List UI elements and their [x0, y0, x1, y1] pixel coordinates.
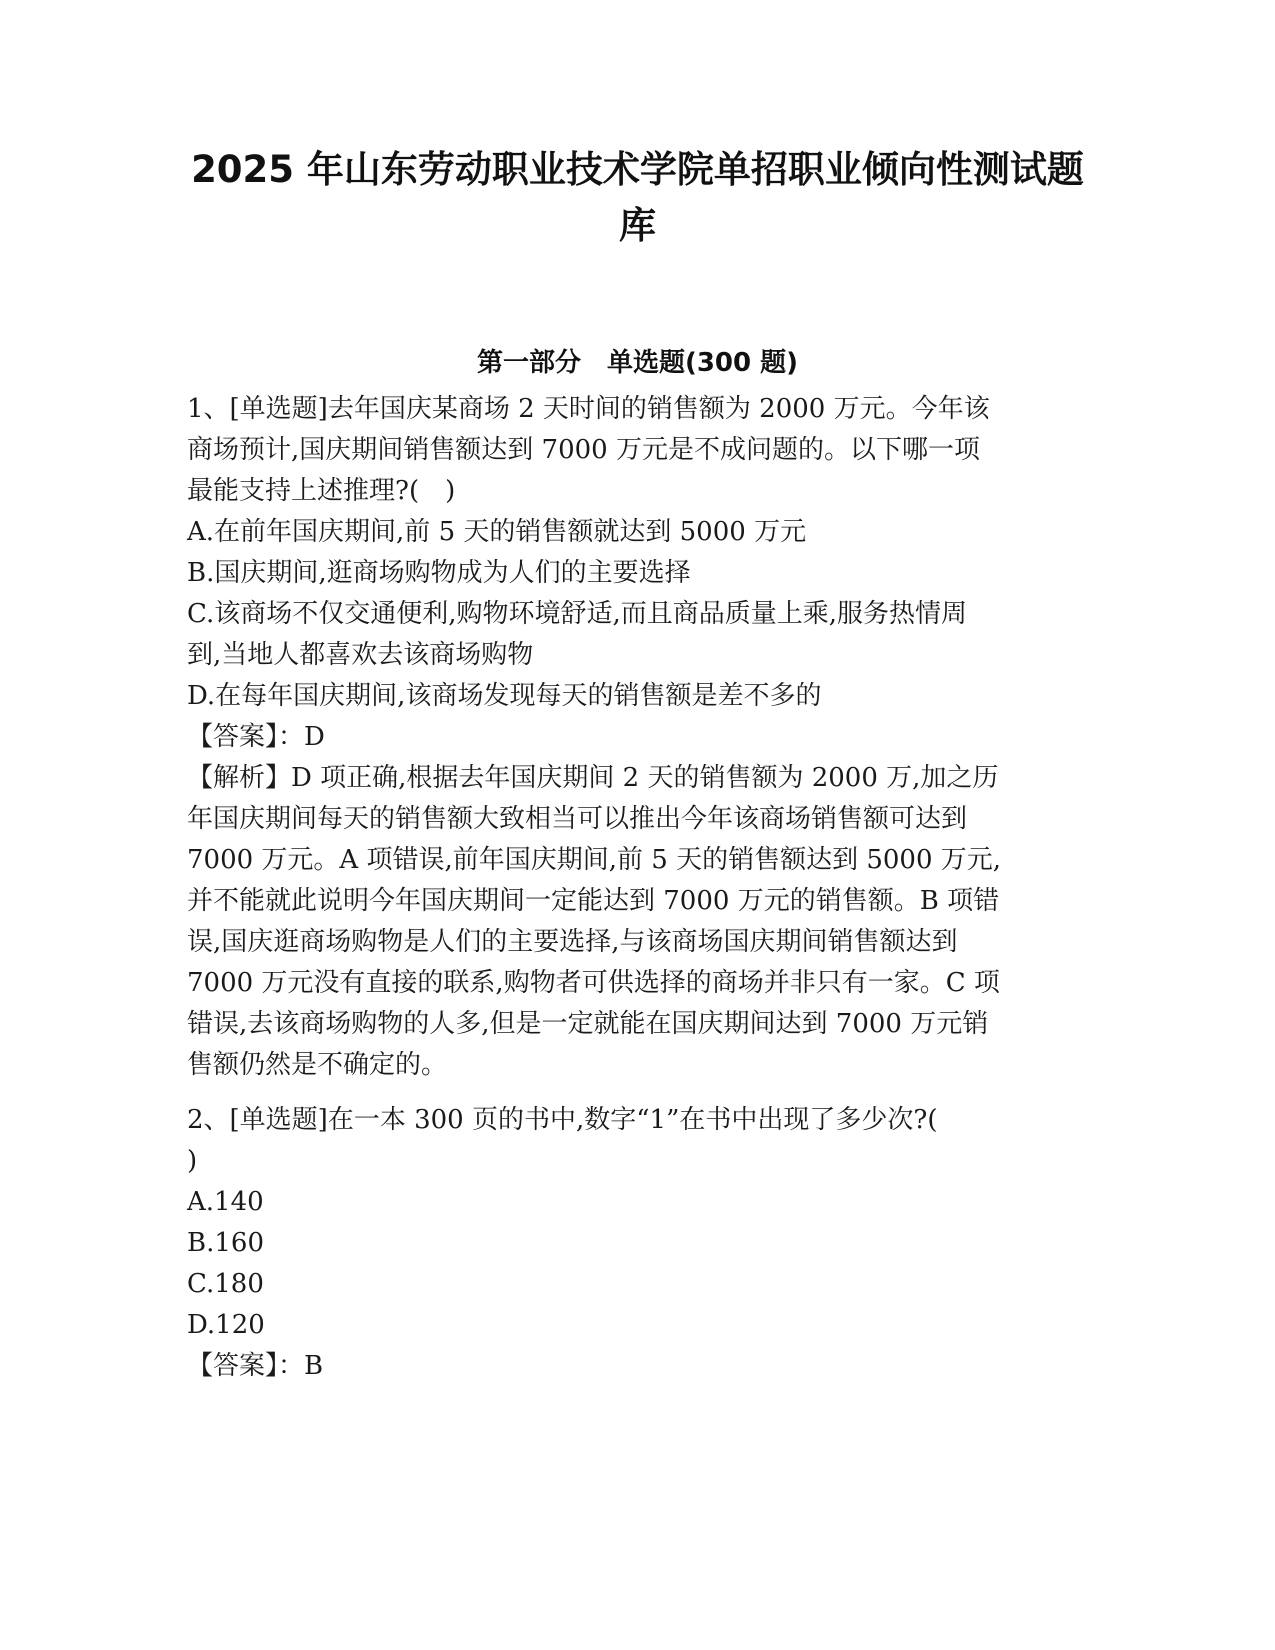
question-2-option-b: B.160 [187, 1228, 264, 1258]
question-1-option-c-cont: 到,当地人都喜欢去该商场购物 [187, 640, 534, 670]
question-1-explanation-line: 7000 万元。A 项错误,前年国庆期间,前 5 天的销售额达到 5000 万元, [187, 845, 1002, 875]
question-1-explanation-line: 7000 万元没有直接的联系,购物者可供选择的商场并非只有一家。C 项 [187, 968, 1000, 998]
question-1-option-b: B.国庆期间,逛商场购物成为人们的主要选择 [187, 558, 691, 588]
question-2-stem-line: 2、[单选题]在一本 300 页的书中,数字“1”在书中出现了多少次?( [187, 1105, 938, 1135]
question-1-stem-line: 商场预计,国庆期间销售额达到 7000 万元是不成问题的。以下哪一项 [187, 435, 980, 465]
question-1-explanation-line: 误,国庆逛商场购物是人们的主要选择,与该商场国庆期间销售额达到 [187, 927, 958, 957]
question-1-stem-line: 最能支持上述推理?( ) [187, 476, 456, 506]
question-1-explanation-line: 售额仍然是不确定的。 [187, 1050, 448, 1080]
question-1-explanation-line: 并不能就此说明今年国庆期间一定能达到 7000 万元的销售额。B 项错 [187, 886, 1000, 916]
title-line-1: 2025 年山东劳动职业技术学院单招职业倾向性测试题 [191, 148, 1084, 191]
title-line-2: 库 [619, 204, 656, 247]
question-2-answer: 【答案】：B [187, 1351, 324, 1381]
question-1-option-a: A.在前年国庆期间,前 5 天的销售额就达到 5000 万元 [187, 517, 807, 547]
section-heading: 第一部分 单选题(300 题) [476, 348, 799, 378]
question-1-explanation-line: 错误,去该商场购物的人多,但是一定就能在国庆期间达到 7000 万元销 [187, 1009, 989, 1039]
question-2-option-d: D.120 [187, 1310, 265, 1340]
question-1-explanation-line: 年国庆期间每天的销售额大致相当可以推出今年该商场销售额可达到 [187, 804, 968, 834]
question-1-stem-line: 1、[单选题]去年国庆某商场 2 天时间的销售额为 2000 万元。今年该 [187, 394, 990, 424]
question-1-explanation-line: 【解析】D 项正确,根据去年国庆期间 2 天的销售额为 2000 万,加之历 [187, 763, 999, 793]
document-title [150, 142, 1125, 254]
question-2-option-a: A.140 [187, 1187, 264, 1217]
question-2-stem-line: ) [187, 1146, 198, 1176]
question-1-option-d: D.在每年国庆期间,该商场发现每天的销售额是差不多的 [187, 681, 822, 711]
question-2-option-c: C.180 [187, 1269, 264, 1299]
question-1-option-c: C.该商场不仅交通便利,购物环境舒适,而且商品质量上乘,服务热情周 [187, 599, 968, 629]
question-1-answer: 【答案】：D [187, 722, 325, 752]
